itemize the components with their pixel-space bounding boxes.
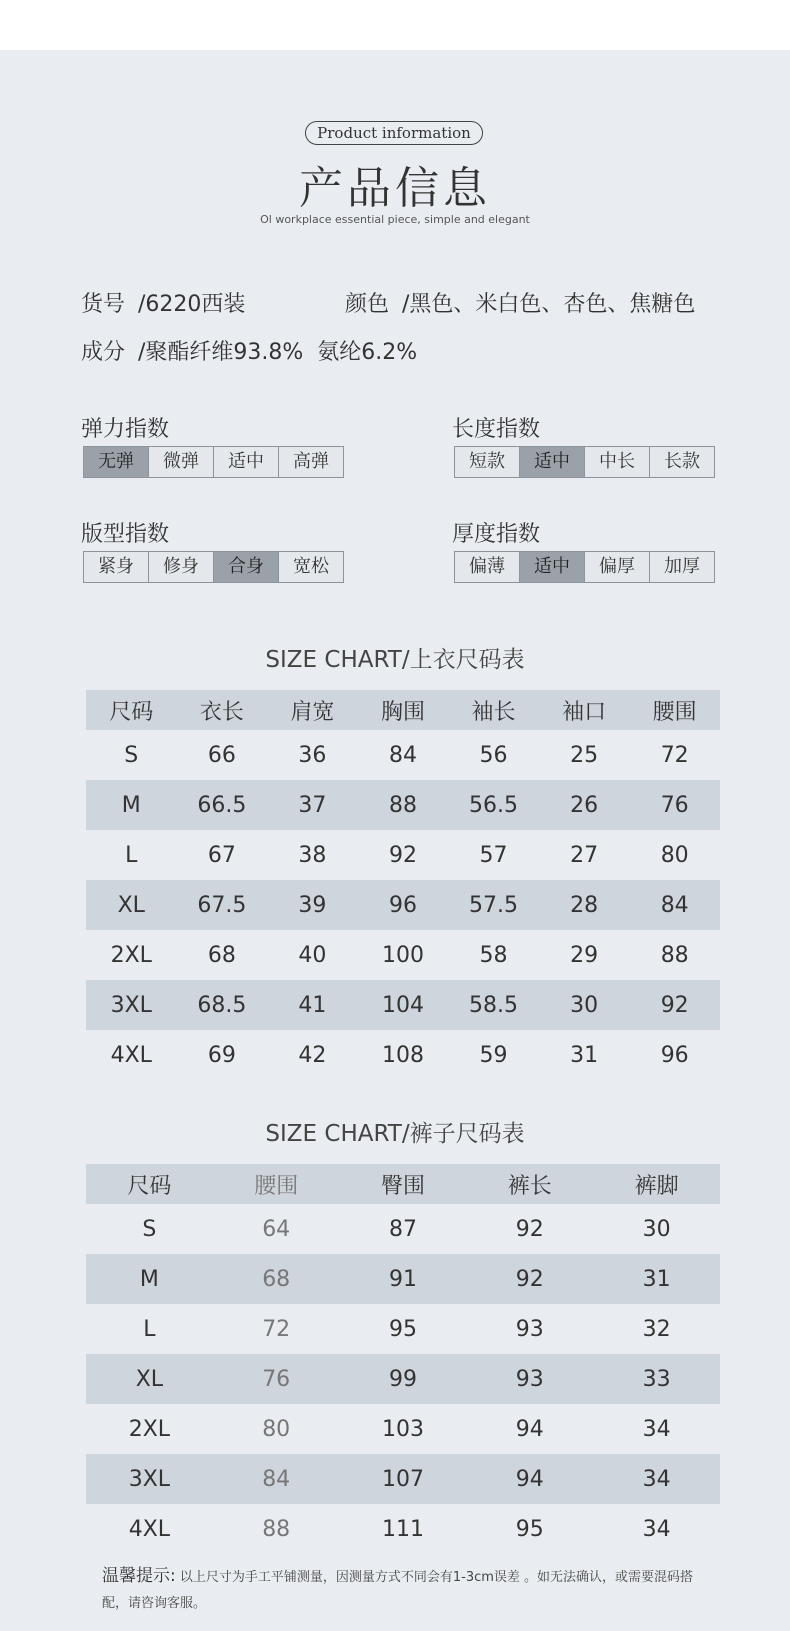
item-number bbox=[81, 287, 245, 318]
fit-option: 宽松 bbox=[278, 552, 343, 582]
table-cell: 76 bbox=[213, 1354, 340, 1404]
table-header-cell: 腰围 bbox=[629, 690, 720, 730]
table-cell: 34 bbox=[642, 1516, 671, 1542]
table-row bbox=[86, 830, 720, 880]
table-cell: 29 bbox=[570, 942, 599, 968]
table-cell: L bbox=[143, 1316, 156, 1342]
table-cell: 103 bbox=[381, 1416, 424, 1442]
table-cell: 58.5 bbox=[448, 980, 539, 1030]
page-title: 产品信息 bbox=[299, 163, 491, 214]
table-cell: 96 bbox=[660, 1042, 689, 1068]
table-row bbox=[86, 1304, 720, 1354]
table-cell: 27 bbox=[570, 842, 599, 868]
table-cell: 111 bbox=[381, 1516, 424, 1542]
table-cell: 66.5 bbox=[177, 780, 268, 830]
table-row bbox=[86, 730, 720, 780]
table-cell: 88 bbox=[358, 780, 449, 830]
table-header-cell: 尺码 bbox=[86, 1164, 213, 1204]
color-value: /黑色、米白色、杏色、焦糖色 bbox=[402, 292, 696, 317]
table-cell: 92 bbox=[515, 1216, 544, 1242]
table-cell: 68.5 bbox=[177, 980, 268, 1030]
table-cell: 25 bbox=[570, 742, 599, 768]
table-cell: 34 bbox=[593, 1454, 720, 1504]
table-cell: XL bbox=[86, 880, 177, 930]
table-cell: S bbox=[124, 742, 139, 768]
table-cell: 95 bbox=[515, 1516, 544, 1542]
table-cell: 99 bbox=[340, 1354, 467, 1404]
color-label: 颜色 bbox=[345, 292, 390, 317]
table-row bbox=[86, 1404, 720, 1454]
table-cell: 68 bbox=[213, 1254, 340, 1304]
length-option: 中长 bbox=[584, 447, 649, 477]
table-cell: M bbox=[86, 1254, 213, 1304]
table-row bbox=[86, 930, 720, 980]
page-subtitle: Ol workplace essential piece, simple and elegant bbox=[260, 213, 530, 226]
table-row bbox=[86, 880, 720, 930]
thickness-option: 偏厚 bbox=[584, 552, 649, 582]
table-cell: 93 bbox=[466, 1354, 593, 1404]
table-cell: 84 bbox=[629, 880, 720, 930]
thickness-option: 加厚 bbox=[649, 552, 714, 582]
table-cell: 38 bbox=[298, 842, 327, 868]
table-cell: 4XL bbox=[128, 1516, 171, 1542]
table-cell: 4XL bbox=[110, 1042, 152, 1068]
thickness-option: 适中 bbox=[519, 552, 584, 582]
table-cell: 28 bbox=[539, 880, 630, 930]
length-option: 适中 bbox=[519, 447, 584, 477]
table-row bbox=[86, 980, 720, 1030]
composition-label: 成分 bbox=[81, 340, 126, 365]
elasticity-option: 适中 bbox=[213, 447, 278, 477]
table-header-cell: 袖口 bbox=[539, 690, 630, 730]
size-note bbox=[102, 1563, 702, 1617]
table-cell: 36 bbox=[298, 742, 327, 768]
table-row bbox=[86, 1354, 720, 1404]
item-number-label: 货号 bbox=[81, 292, 126, 317]
fit-index bbox=[83, 551, 344, 583]
color-info bbox=[345, 287, 695, 318]
table-cell: 104 bbox=[358, 980, 449, 1030]
table-cell: S bbox=[142, 1216, 157, 1242]
table-cell: 66 bbox=[207, 742, 236, 768]
table-row bbox=[86, 1030, 720, 1080]
pants-size-chart-title: SIZE CHART/裤子尺码表 bbox=[265, 1121, 525, 1147]
length-option: 短款 bbox=[469, 451, 505, 472]
table-cell: 76 bbox=[629, 780, 720, 830]
table-header-row bbox=[86, 1164, 720, 1204]
table-cell: 57 bbox=[479, 842, 508, 868]
table-cell: 88 bbox=[660, 942, 689, 968]
fit-option: 修身 bbox=[148, 552, 213, 582]
table-cell: 32 bbox=[642, 1316, 671, 1342]
table-cell: 57.5 bbox=[448, 880, 539, 930]
table-cell: 2XL bbox=[128, 1416, 171, 1442]
table-cell: 72 bbox=[660, 742, 689, 768]
table-cell: 67.5 bbox=[177, 880, 268, 930]
table-cell: 96 bbox=[358, 880, 449, 930]
table-cell: 68 bbox=[207, 942, 236, 968]
table-cell: 94 bbox=[515, 1416, 544, 1442]
table-row bbox=[86, 1454, 720, 1504]
table-cell: 42 bbox=[298, 1042, 327, 1068]
table-cell: 3XL bbox=[86, 980, 177, 1030]
table-cell: 69 bbox=[207, 1042, 236, 1068]
elasticity-index bbox=[83, 446, 344, 478]
table-cell: 2XL bbox=[110, 942, 152, 968]
table-cell: 92 bbox=[629, 980, 720, 1030]
table-cell: 3XL bbox=[86, 1454, 213, 1504]
pants-size-table bbox=[86, 1164, 720, 1554]
table-cell: 80 bbox=[262, 1416, 291, 1442]
table-cell: 108 bbox=[381, 1042, 424, 1068]
table-cell: 91 bbox=[340, 1254, 467, 1304]
table-cell: 34 bbox=[642, 1416, 671, 1442]
table-header-row bbox=[86, 690, 720, 730]
table-cell: 95 bbox=[388, 1316, 417, 1342]
table-row bbox=[86, 1254, 720, 1304]
table-cell: 72 bbox=[262, 1316, 291, 1342]
fit-option: 紧身 bbox=[98, 556, 134, 577]
table-cell: 80 bbox=[660, 842, 689, 868]
table-cell: 94 bbox=[466, 1454, 593, 1504]
thickness-index-label: 厚度指数 bbox=[452, 522, 541, 547]
table-row bbox=[86, 1504, 720, 1554]
table-header-cell: 尺码 bbox=[86, 690, 177, 730]
table-cell: 56 bbox=[479, 742, 508, 768]
fit-index-label: 版型指数 bbox=[81, 522, 170, 547]
table-cell: 31 bbox=[593, 1254, 720, 1304]
length-index bbox=[454, 446, 715, 478]
table-cell: L bbox=[125, 842, 138, 868]
table-cell: 84 bbox=[388, 742, 417, 768]
note-text: 以上尺寸为手工平铺测量，因测量方式不同会有1-3cm误差 。如无法确认，或需要混码搭配，请咨询客服。 bbox=[102, 1570, 694, 1611]
table-cell: 39 bbox=[267, 880, 358, 930]
table-header-cell: 裤长 bbox=[466, 1164, 593, 1204]
table-cell: M bbox=[86, 780, 177, 830]
thickness-option: 偏薄 bbox=[469, 556, 505, 577]
table-cell: 92 bbox=[388, 842, 417, 868]
table-cell: 40 bbox=[298, 942, 327, 968]
table-cell: 107 bbox=[340, 1454, 467, 1504]
table-cell: 41 bbox=[267, 980, 358, 1030]
table-cell: 100 bbox=[381, 942, 424, 968]
table-header-cell: 腰围 bbox=[213, 1164, 340, 1204]
table-row bbox=[86, 780, 720, 830]
table-cell: 64 bbox=[262, 1216, 291, 1242]
table-cell: 26 bbox=[539, 780, 630, 830]
table-cell: 59 bbox=[479, 1042, 508, 1068]
table-cell: 93 bbox=[515, 1316, 544, 1342]
table-cell: 84 bbox=[213, 1454, 340, 1504]
item-number-value: /6220西装 bbox=[138, 292, 246, 317]
table-cell: 87 bbox=[388, 1216, 417, 1242]
table-header-cell: 肩宽 bbox=[267, 690, 358, 730]
table-cell: 58 bbox=[479, 942, 508, 968]
fit-option: 合身 bbox=[213, 552, 278, 582]
table-row bbox=[86, 1204, 720, 1254]
length-index-label: 长度指数 bbox=[452, 417, 541, 442]
top-size-table bbox=[86, 690, 720, 1080]
table-header-cell: 臀围 bbox=[340, 1164, 467, 1204]
table-cell: 56.5 bbox=[448, 780, 539, 830]
table-header-cell: 衣长 bbox=[177, 690, 268, 730]
table-cell: 30 bbox=[642, 1216, 671, 1242]
product-information-pill: Product information bbox=[305, 121, 483, 145]
length-option: 长款 bbox=[649, 447, 714, 477]
table-header-cell: 裤脚 bbox=[593, 1164, 720, 1204]
note-label: 温馨提示: bbox=[102, 1566, 176, 1586]
table-cell: 31 bbox=[570, 1042, 599, 1068]
table-cell: 92 bbox=[466, 1254, 593, 1304]
elasticity-option: 微弹 bbox=[148, 447, 213, 477]
table-cell: 37 bbox=[267, 780, 358, 830]
table-cell: 33 bbox=[593, 1354, 720, 1404]
table-cell: 67 bbox=[207, 842, 236, 868]
top-size-chart-title: SIZE CHART/上衣尺码表 bbox=[265, 647, 525, 673]
table-cell: 88 bbox=[262, 1516, 291, 1542]
thickness-index bbox=[454, 551, 715, 583]
composition-value: /聚酯纤维93.8% 氨纶6.2% bbox=[138, 340, 418, 365]
composition-info bbox=[81, 335, 417, 366]
table-cell: XL bbox=[86, 1354, 213, 1404]
elasticity-option: 无弹 bbox=[84, 447, 148, 477]
table-header-cell: 袖长 bbox=[448, 690, 539, 730]
elasticity-index-label: 弹力指数 bbox=[81, 417, 170, 442]
elasticity-option: 高弹 bbox=[278, 447, 343, 477]
table-cell: 30 bbox=[539, 980, 630, 1030]
table-header-cell: 胸围 bbox=[358, 690, 449, 730]
